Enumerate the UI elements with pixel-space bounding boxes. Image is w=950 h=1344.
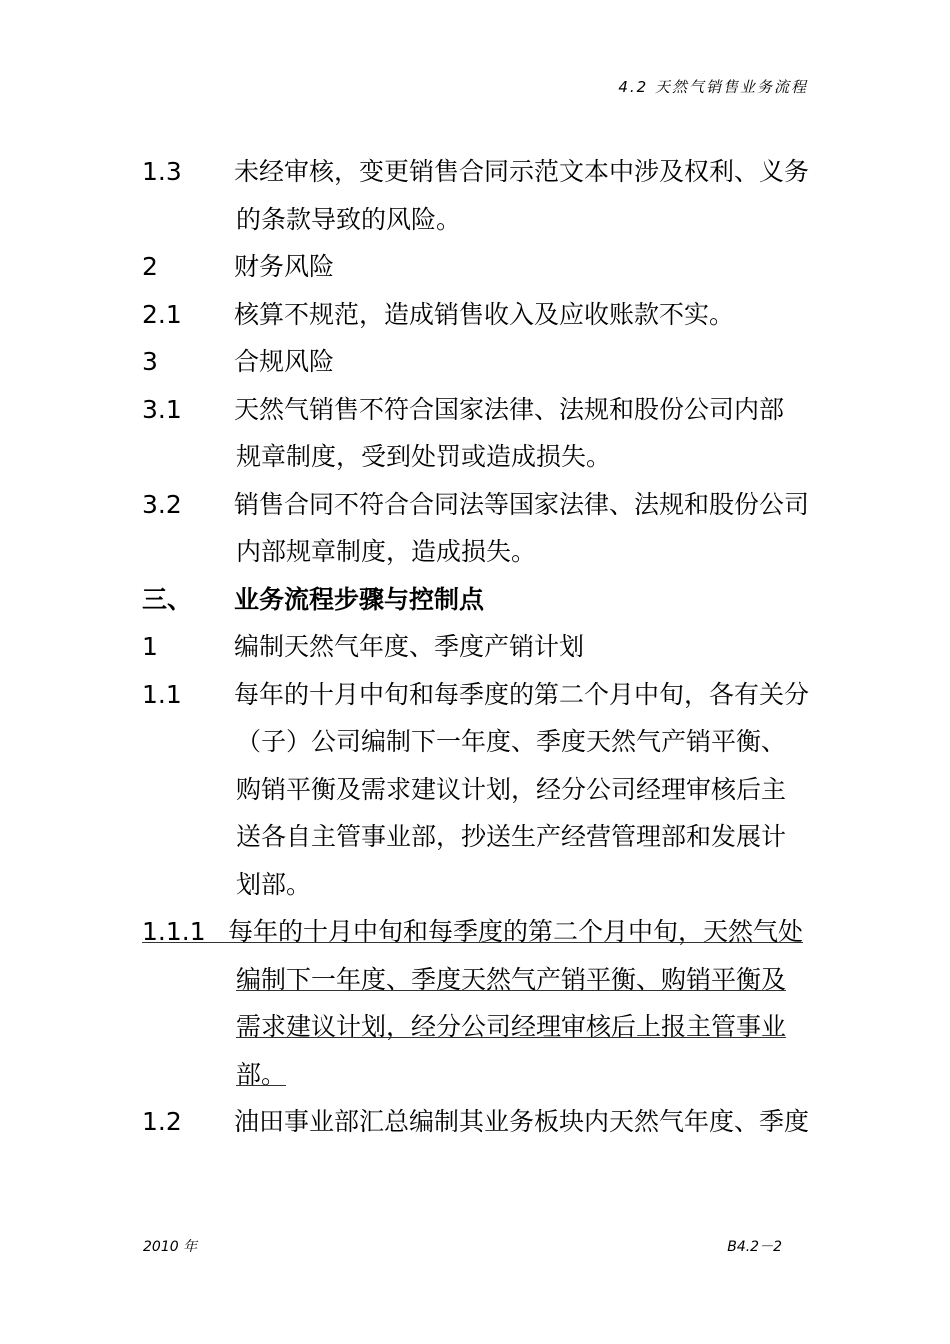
step-text: 每年的十月中旬和每季度的第二个月中旬，各有关分 [234, 679, 810, 709]
chapter-title: 业务流程步骤与控制点 [234, 584, 485, 614]
step-number: 1.2 [142, 1107, 182, 1136]
revised-step-text: 编制下一年度、季度天然气产销平衡、购销平衡及 [236, 964, 787, 994]
clause-number: 3.2 [142, 489, 182, 519]
step-1-1-1 [142, 908, 812, 956]
step-number: 1 [142, 632, 158, 661]
clause-3-1-continuation [142, 433, 812, 481]
step-text: 购销平衡及需求建议计划，经分公司经理审核后主 [236, 774, 787, 804]
footer-page-number: B4.2－2 [727, 1239, 782, 1255]
step-1 [142, 623, 812, 671]
clause-number: 3.1 [142, 394, 182, 424]
section-number: 2 [142, 252, 158, 281]
step-title: 编制天然气年度、季度产销计划 [234, 632, 585, 661]
step-text: 油田事业部汇总编制其业务板块内天然气年度、季度 [234, 1107, 810, 1136]
step-1-1-1-continuation [142, 1051, 812, 1099]
step-number: 1.1 [142, 679, 182, 709]
clause-text: 内部规章制度，造成损失。 [236, 537, 537, 566]
step-1-1-1-continuation [142, 1003, 812, 1051]
clause-text: 规章制度，受到处罚或造成损失。 [236, 442, 612, 471]
clause-1-3 [142, 148, 812, 196]
chapter-number: 三、 [142, 584, 193, 614]
clause-text: 核算不规范，造成销售收入及应收账款不实。 [234, 299, 735, 329]
section-title: 财务风险 [234, 252, 335, 281]
revised-step-text: 每年的十月中旬和每季度的第二个月中旬，天然气处 [228, 917, 804, 946]
clause-number: 2.1 [142, 299, 182, 329]
clause-number: 1.3 [142, 157, 182, 186]
step-text: 划部。 [236, 869, 312, 899]
step-1-1-1-continuation [142, 956, 812, 1004]
clause-3-2-continuation [142, 528, 812, 576]
clause-text: 未经审核，变更销售合同示范文本中涉及权利、义务 [234, 157, 810, 186]
revised-step-text: 部。 [236, 1059, 287, 1089]
clause-3-1 [142, 386, 812, 434]
clause-text: 销售合同不符合合同法等国家法律、法规和股份公司 [234, 489, 810, 519]
clause-2-1 [142, 291, 812, 339]
step-number: 1.1.1 [142, 917, 206, 946]
step-1-1-continuation [142, 766, 812, 814]
section-3 [142, 338, 812, 386]
step-1-1 [142, 671, 812, 719]
clause-text: 的条款导致的风险。 [236, 204, 462, 234]
chapter-heading [142, 576, 812, 624]
page-header-title: 4.2 天然气销售业务流程 [618, 78, 808, 96]
clause-text: 天然气销售不符合国家法律、法规和股份公司内部 [234, 394, 785, 424]
step-text: （子）公司编制下一年度、季度天然气产销平衡、 [236, 727, 787, 756]
document-body [142, 148, 812, 1146]
clause-1-3-continuation [142, 196, 812, 244]
revised-step-text: 需求建议计划，经分公司经理审核后上报主管事业 [236, 1012, 787, 1041]
footer-year: 2010 年 [143, 1239, 198, 1255]
section-title: 合规风险 [234, 347, 335, 376]
section-number: 3 [142, 347, 158, 376]
step-1-1-continuation [142, 718, 812, 766]
section-2 [142, 243, 812, 291]
clause-3-2 [142, 481, 812, 529]
step-text: 送各自主管事业部，抄送生产经营管理部和发展计 [236, 822, 787, 851]
step-1-2 [142, 1098, 812, 1146]
step-1-1-continuation [142, 813, 812, 861]
step-1-1-continuation [142, 861, 812, 909]
